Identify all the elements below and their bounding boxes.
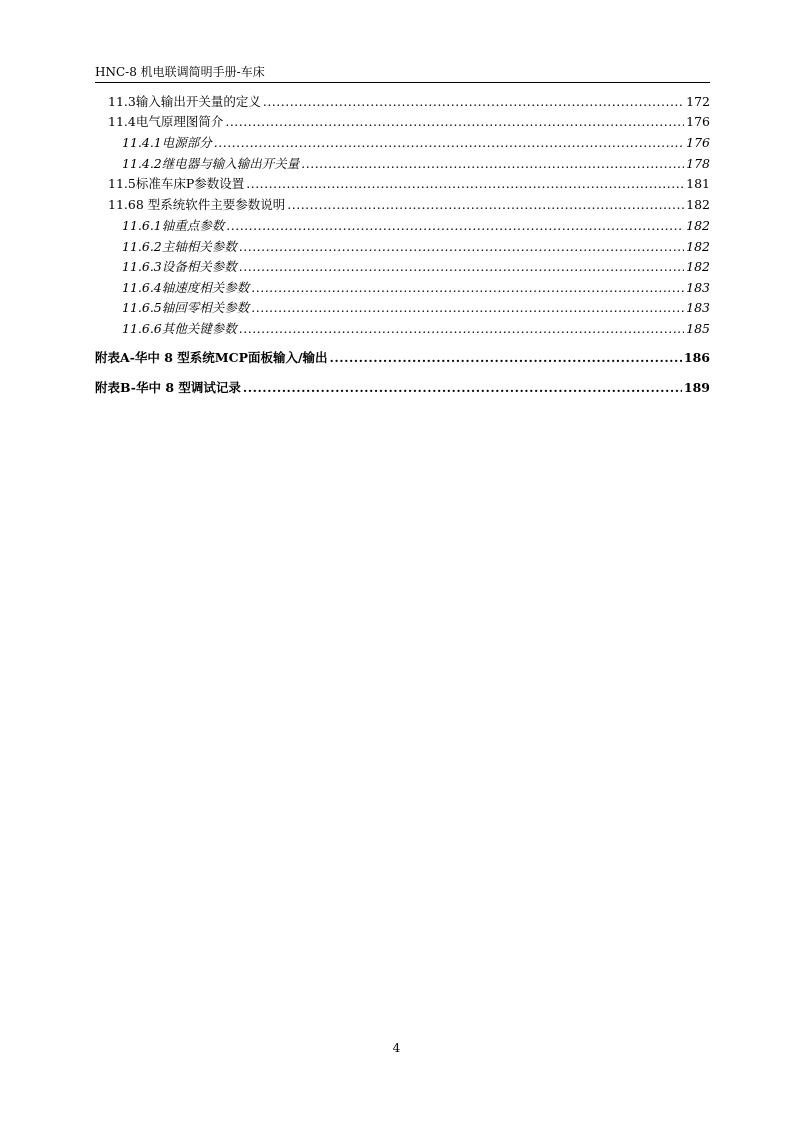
toc-page: 182 bbox=[686, 197, 710, 212]
toc-entry-appendix-a[interactable] bbox=[95, 348, 710, 368]
toc-number: 11.4.1 bbox=[122, 135, 162, 150]
dot-leader bbox=[251, 278, 684, 298]
toc-number: 11.6.4 bbox=[122, 280, 162, 295]
dot-leader bbox=[214, 133, 684, 153]
toc-page: 183 bbox=[686, 300, 710, 315]
toc-title: 轴回零相关参数 bbox=[161, 300, 250, 315]
dot-leader bbox=[287, 195, 684, 215]
dot-leader bbox=[239, 319, 684, 339]
toc-page: 186 bbox=[683, 350, 710, 365]
toc-page: 176 bbox=[686, 135, 710, 150]
toc-number: 11.4 bbox=[108, 114, 136, 129]
toc-entry-11-6-6[interactable] bbox=[95, 319, 710, 339]
toc-title: 标准车床P参数设置 bbox=[135, 176, 245, 191]
toc-entry-11-6-4[interactable] bbox=[95, 278, 710, 298]
toc-page: 183 bbox=[686, 280, 710, 295]
toc-title: 附表B-华中 8 型调试记录 bbox=[95, 380, 241, 395]
page-number: 4 bbox=[392, 1041, 401, 1055]
dot-leader bbox=[239, 237, 684, 257]
toc-page: 176 bbox=[686, 114, 710, 129]
toc-number: 11.6.3 bbox=[122, 259, 162, 274]
toc-entry-11-3[interactable] bbox=[95, 92, 710, 112]
toc-title: 8 型系统软件主要参数说明 bbox=[135, 197, 286, 212]
toc-page: 178 bbox=[686, 156, 710, 171]
toc-number: 11.3 bbox=[108, 94, 136, 109]
toc-title: 电源部分 bbox=[161, 135, 212, 150]
running-header: HNC-8 机电联调简明手册-车床 bbox=[95, 64, 710, 83]
toc-title: 输入输出开关量的定义 bbox=[135, 94, 261, 109]
toc-entry-11-4-2[interactable] bbox=[95, 154, 710, 174]
toc-entry-11-5[interactable] bbox=[95, 174, 710, 194]
toc-title: 附表A-华中 8 型系统MCP面板输入/输出 bbox=[95, 350, 328, 365]
toc-entry-11-4[interactable] bbox=[95, 112, 710, 132]
toc-page: 181 bbox=[686, 176, 710, 191]
dot-leader bbox=[330, 348, 682, 368]
dot-leader bbox=[263, 92, 684, 112]
toc-entry-11-6-1[interactable] bbox=[95, 216, 710, 236]
toc-title: 设备相关参数 bbox=[161, 259, 237, 274]
dot-leader bbox=[246, 174, 684, 194]
toc-number: 11.6.2 bbox=[122, 239, 162, 254]
toc-page: 182 bbox=[686, 239, 710, 254]
toc-title: 其他关键参数 bbox=[161, 321, 237, 336]
toc-page: 185 bbox=[686, 321, 710, 336]
toc-entry-11-6-5[interactable] bbox=[95, 298, 710, 318]
toc-entry-11-6-2[interactable] bbox=[95, 237, 710, 257]
dot-leader bbox=[243, 378, 682, 398]
toc-page: 189 bbox=[683, 380, 710, 395]
toc-entry-appendix-b[interactable] bbox=[95, 378, 710, 398]
toc-page: 182 bbox=[686, 259, 710, 274]
toc-title: 主轴相关参数 bbox=[161, 239, 237, 254]
toc-entry-11-6[interactable] bbox=[95, 195, 710, 215]
toc-title: 轴速度相关参数 bbox=[161, 280, 250, 295]
toc-page: 182 bbox=[686, 218, 710, 233]
toc-number: 11.6.5 bbox=[122, 300, 162, 315]
toc-number: 11.6.1 bbox=[122, 218, 162, 233]
toc-number: 11.6 bbox=[108, 197, 136, 212]
dot-leader bbox=[301, 154, 684, 174]
toc-title: 电气原理图简介 bbox=[135, 114, 224, 129]
toc-page: 172 bbox=[686, 94, 710, 109]
toc-number: 11.4.2 bbox=[122, 156, 162, 171]
toc-title: 轴重点参数 bbox=[161, 218, 225, 233]
dot-leader bbox=[225, 112, 684, 132]
toc-entry-11-4-1[interactable] bbox=[95, 133, 710, 153]
toc-title: 继电器与输入输出开关量 bbox=[161, 156, 300, 171]
toc-entry-11-6-3[interactable] bbox=[95, 257, 710, 277]
dot-leader bbox=[251, 298, 684, 318]
toc-number: 11.5 bbox=[108, 176, 136, 191]
dot-leader bbox=[239, 257, 684, 277]
dot-leader bbox=[226, 216, 684, 236]
toc-number: 11.6.6 bbox=[122, 321, 162, 336]
